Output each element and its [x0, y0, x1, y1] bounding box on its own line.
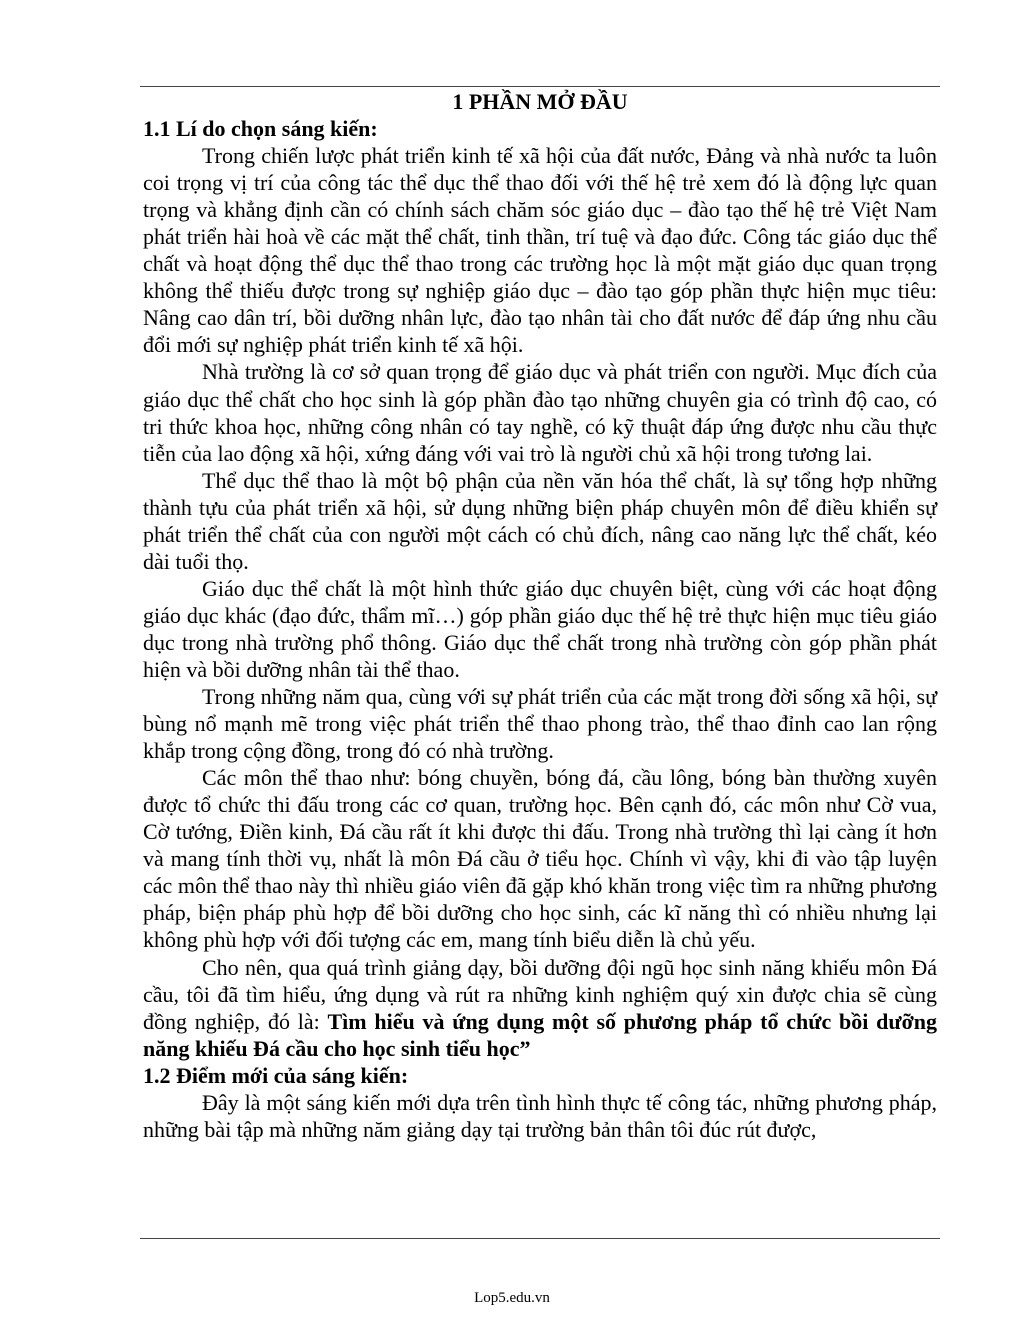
footer-site: Lop5.edu.vn	[474, 1290, 550, 1306]
header-rule	[140, 86, 940, 87]
section-1-1-paragraph-2: Nhà trường là cơ sở quan trọng để giáo dục và phát triển con người. Mục đích của giáo dục thể chất cho học sinh là góp phần đào tạo những chuyên gia có trình độ cao, có tri thức khoa học, những công nhân có tay nghề, có kỹ thuật đáp ứng được nhu cầu thực tiễn của lao động xã hội, xứng đáng với vai trò là người chủ xã hội trong tương lai.	[143, 359, 937, 466]
section-1-2-heading: 1.2 Điểm mới của sáng kiến:	[143, 1062, 409, 1088]
footer-rule	[140, 1238, 940, 1239]
page-title: 1 PHẦN MỞ ĐẦU	[452, 89, 628, 114]
initiative-title: Tìm hiểu và ứng dụng một số phương pháp tổ chức bồi dưỡng năng khiếu Đá cầu cho học sinh tiểu học”	[143, 1008, 937, 1061]
section-1-1-paragraph-5: Trong những năm qua, cùng với sự phát triển của các mặt trong đời sống xã hội, sự bùng nổ mạnh mẽ trong việc phát triển thể thao phong trào, thể thao đỉnh cao lan rộng khắp trong cộng đồng, trong đó có nhà trường.	[143, 684, 937, 764]
section-1-1-paragraph-6: Các môn thể thao như: bóng chuyền, bóng đá, cầu lông, bóng bàn thường xuyên được tổ chức thi đấu trong các cơ quan, trường học. Bên cạnh đó, các môn như Cờ vua, Cờ tướng, Điền kinh, Đá cầu rất ít khi được thi đấu. Trong nhà trường thì lại càng ít hơn và mang tính thời vụ, nhất là môn Đá cầu ở tiểu học. Chính vì vậy, khi đi vào tập luyện các môn thể thao này thì nhiều giáo viên đã gặp khó khăn trong việc tìm ra những phương pháp, biện pháp phù hợp để bồi dưỡng cho học sinh, các kĩ năng thì có nhiều nhưng lại không phù hợp với đối tượng các em, mang tính biểu diễn là chủ yếu.	[143, 765, 937, 953]
section-1-1-paragraph-3: Thể dục thể thao là một bộ phận của nền văn hóa thể chất, là sự tổng hợp những thành tựu của phát triển xã hội, sử dụng những biện pháp chuyên môn để điều khiển sự phát triển thể chất của con người một cách có chủ đích, nâng cao năng lực thể chất, kéo dài tuổi thọ.	[143, 467, 937, 574]
section-1-1-paragraph-1: Trong chiến lược phát triển kinh tế xã hội của đất nước, Đảng và nhà nước ta luôn coi trọng vị trí của công tác thể dục thể thao đối với thế hệ trẻ xem đó là động lực quan trọng và khẳng định cần có chính sách chăm sóc giáo dục – đào tạo thế hệ trẻ Việt Nam phát triển hài hoà về các mặt thể chất, tinh thần, trí tuệ và đạo đức. Công tác giáo dục thể chất và hoạt động thể dục thể thao trong các trường học là một mặt giáo dục quan trọng không thể thiếu được trong sự nghiệp giáo dục – đào tạo góp phần thực hiện mục tiêu: Nâng cao dân trí, bồi dưỡng nhân lực, đào tạo nhân tài cho đất nước để đáp ứng nhu cầu đổi mới sự nghiệp phát triển kinh tế xã hội.	[143, 143, 937, 358]
document-body	[143, 88, 937, 1143]
section-1-1-heading: 1.1 Lí do chọn sáng kiến:	[143, 116, 378, 142]
section-1-1-closing-paragraph	[143, 954, 937, 1062]
section-1-2-paragraph-1: Đây là một sáng kiến mới dựa trên tình hình thực tế công tác, những phương pháp, những bài tập mà những năm giảng dạy tại trường bản thân tôi đúc rút được,	[143, 1089, 937, 1142]
section-1-1-paragraph-4: Giáo dục thể chất là một hình thức giáo dục chuyên biệt, cùng với các hoạt động giáo dục khác (đạo đức, thẩm mĩ…) góp phần giáo dục thế hệ trẻ thực hiện mục tiêu giáo dục trong nhà trường phổ thông. Giáo dục thể chất trong nhà trường còn góp phần phát hiện và bồi dưỡng nhân tài thể thao.	[143, 575, 937, 682]
closing-intro-text: Cho nên, qua quá trình giảng dạy, bồi dưỡng đội ngũ học sinh năng khiếu môn Đá cầu, tôi đã tìm hiểu, ứng dụng và rút ra những kinh nghiệm quý xin được chia sẽ cùng đồng nghiệp, đó là:	[143, 954, 937, 1034]
